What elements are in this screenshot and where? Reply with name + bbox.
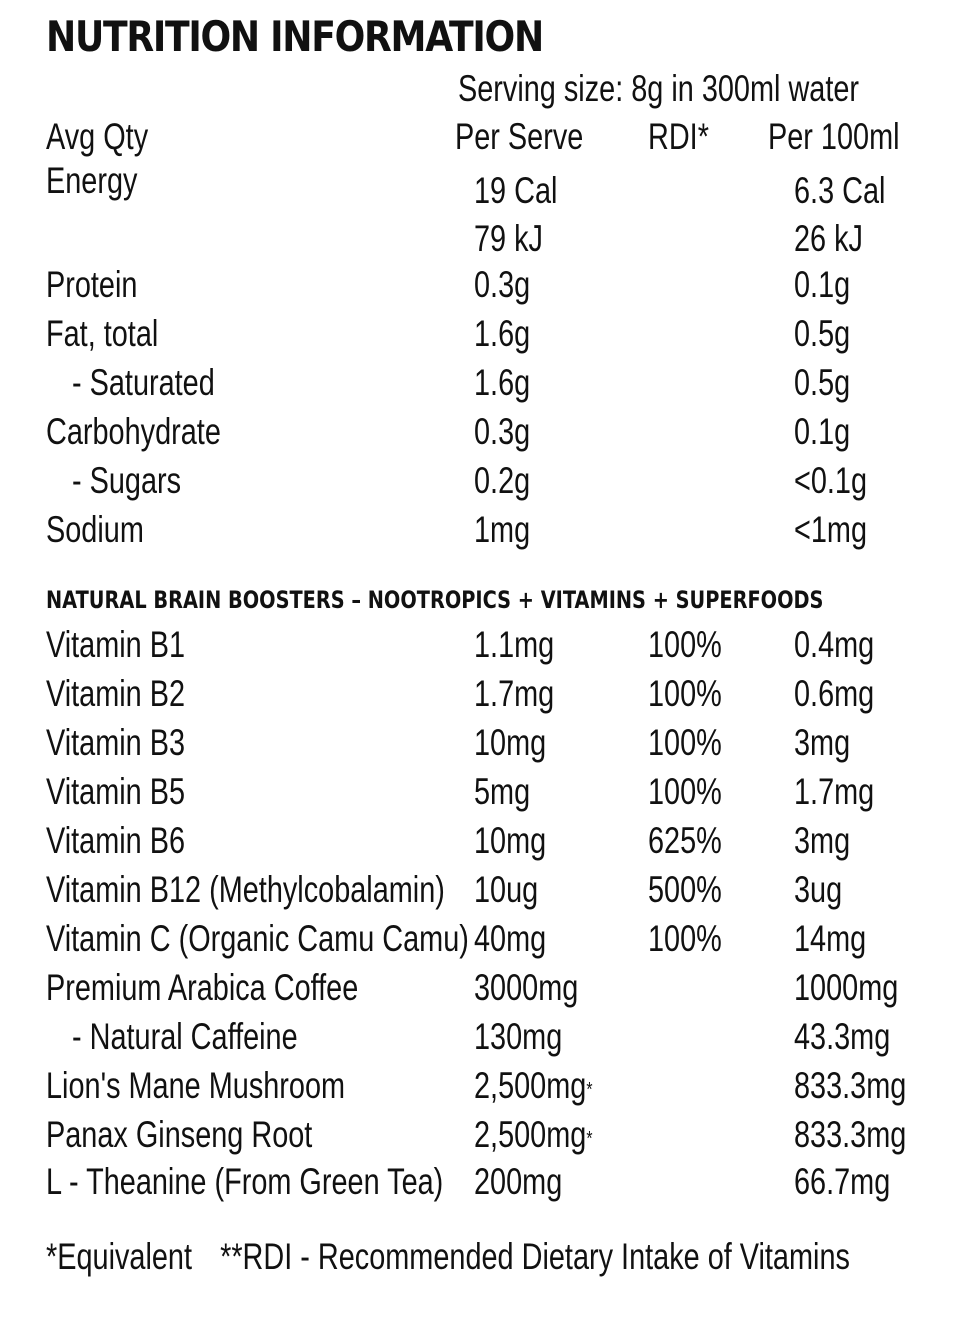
row-per-100ml: 66.7mg: [794, 1161, 891, 1202]
table-row: [0, 505, 962, 555]
row-label: Sodium: [46, 509, 144, 550]
row-label: - Natural Caffeine: [72, 1016, 298, 1057]
table-row: [0, 358, 962, 408]
row-per-serve: 10mg: [474, 820, 547, 861]
row-label: Protein: [46, 264, 138, 305]
row-label: Panax Ginseng Root: [46, 1114, 313, 1155]
row-label: Lion's Mane Mushroom: [46, 1065, 346, 1106]
row-per-100ml: 833.3mg: [794, 1065, 907, 1106]
table-row: [0, 620, 962, 670]
table-row: [0, 162, 962, 212]
column-header-per-serve: Per Serve: [455, 116, 584, 157]
table-row: [0, 1061, 962, 1111]
table-row: [0, 1110, 962, 1160]
page-title: NUTRITION INFORMATION: [46, 12, 543, 61]
row-label: Vitamin B2: [46, 673, 186, 714]
row-per-serve: 1.7mg: [474, 673, 555, 714]
row-per-serve: 200mg: [474, 1161, 563, 1202]
row-per-serve: 2,500mg*: [474, 1114, 593, 1155]
table-row: [0, 1012, 962, 1062]
table-row: [0, 669, 962, 719]
row-per-100ml: 0.4mg: [794, 624, 875, 665]
table-row: [0, 456, 962, 506]
column-header-rdi: RDI*: [648, 116, 709, 157]
row-per-serve: 1.6g: [474, 313, 531, 354]
row-per-100ml: 14mg: [794, 918, 867, 959]
row-per-serve: 0.2g: [474, 460, 531, 501]
row-label: Vitamin B12 (Methylcobalamin): [46, 869, 445, 910]
row-rdi: 100%: [648, 624, 722, 665]
row-per-100ml: 3mg: [794, 820, 851, 861]
equivalent-mark: *: [586, 1079, 593, 1101]
row-per-100ml: 6.3 Cal: [794, 170, 886, 211]
row-label: Carbohydrate: [46, 411, 221, 452]
serving-size: Serving size: 8g in 300ml water: [458, 68, 860, 109]
row-per-serve: 1.6g: [474, 362, 531, 403]
row-per-100ml: <1mg: [794, 509, 868, 550]
row-per-serve: 79 kJ: [474, 218, 543, 259]
row-per-100ml: 0.1g: [794, 411, 851, 452]
column-header-label: Avg Qty: [46, 116, 149, 157]
row-per-serve: 5mg: [474, 771, 531, 812]
row-per-serve: 10ug: [474, 869, 539, 910]
row-per-serve: 130mg: [474, 1016, 563, 1057]
row-per-100ml: 43.3mg: [794, 1016, 891, 1057]
row-per-100ml: 26 kJ: [794, 218, 863, 259]
section-heading: NATURAL BRAIN BOOSTERS – NOOTROPICS + VITAMINS + SUPERFOODS: [46, 586, 824, 614]
table-row: [0, 865, 962, 915]
row-per-serve: 2,500mg*: [474, 1065, 593, 1106]
row-label: Premium Arabica Coffee: [46, 967, 359, 1008]
row-label: Vitamin B3: [46, 722, 186, 763]
table-row: [0, 214, 962, 264]
table-row: [0, 309, 962, 359]
row-label: Fat, total: [46, 313, 159, 354]
row-rdi: 100%: [648, 673, 722, 714]
footnote: [46, 1232, 850, 1282]
row-rdi: 625%: [648, 820, 722, 861]
row-per-serve: 1mg: [474, 509, 531, 550]
row-label: Vitamin B5: [46, 771, 186, 812]
row-per-serve: 40mg: [474, 918, 547, 959]
row-label: Vitamin B1: [46, 624, 186, 665]
row-rdi: 100%: [648, 918, 722, 959]
table-row: [0, 816, 962, 866]
row-rdi: 500%: [648, 869, 722, 910]
footnote-rdi: **RDI - Recommended Dietary Intake of Vitamins: [220, 1236, 850, 1277]
row-label: Energy: [46, 160, 138, 201]
row-per-serve: 0.3g: [474, 411, 531, 452]
row-per-100ml: 1.7mg: [794, 771, 875, 812]
row-label: L - Theanine (From Green Tea): [46, 1161, 444, 1202]
table-row: [0, 767, 962, 817]
equivalent-mark: *: [586, 1128, 593, 1150]
table-row: [0, 1157, 962, 1207]
row-per-100ml: 0.1g: [794, 264, 851, 305]
table-row: [0, 407, 962, 457]
row-per-100ml: 833.3mg: [794, 1114, 907, 1155]
row-per-100ml: 0.6mg: [794, 673, 875, 714]
table-row: [0, 914, 962, 964]
row-label: - Saturated: [72, 362, 215, 403]
row-per-100ml: 0.5g: [794, 362, 851, 403]
row-label: Vitamin C (Organic Camu Camu): [46, 918, 469, 959]
row-per-100ml: 3ug: [794, 869, 843, 910]
column-header-per-100ml: Per 100ml: [768, 116, 900, 157]
column-header-row: [0, 112, 962, 162]
row-rdi: 100%: [648, 771, 722, 812]
row-label: - Sugars: [72, 460, 182, 501]
row-per-serve: 1.1mg: [474, 624, 555, 665]
row-rdi: 100%: [648, 722, 722, 763]
row-per-serve: 10mg: [474, 722, 547, 763]
row-per-100ml: 1000mg: [794, 967, 899, 1008]
table-row: [0, 718, 962, 768]
row-per-100ml: 3mg: [794, 722, 851, 763]
row-per-100ml: 0.5g: [794, 313, 851, 354]
row-per-serve: 3000mg: [474, 967, 579, 1008]
footnote-equivalent: *Equivalent: [46, 1236, 193, 1277]
table-row: [0, 260, 962, 310]
row-per-serve: 0.3g: [474, 264, 531, 305]
row-per-serve: 19 Cal: [474, 170, 558, 211]
row-per-100ml: <0.1g: [794, 460, 868, 501]
row-label: Vitamin B6: [46, 820, 186, 861]
table-row: [0, 963, 962, 1013]
